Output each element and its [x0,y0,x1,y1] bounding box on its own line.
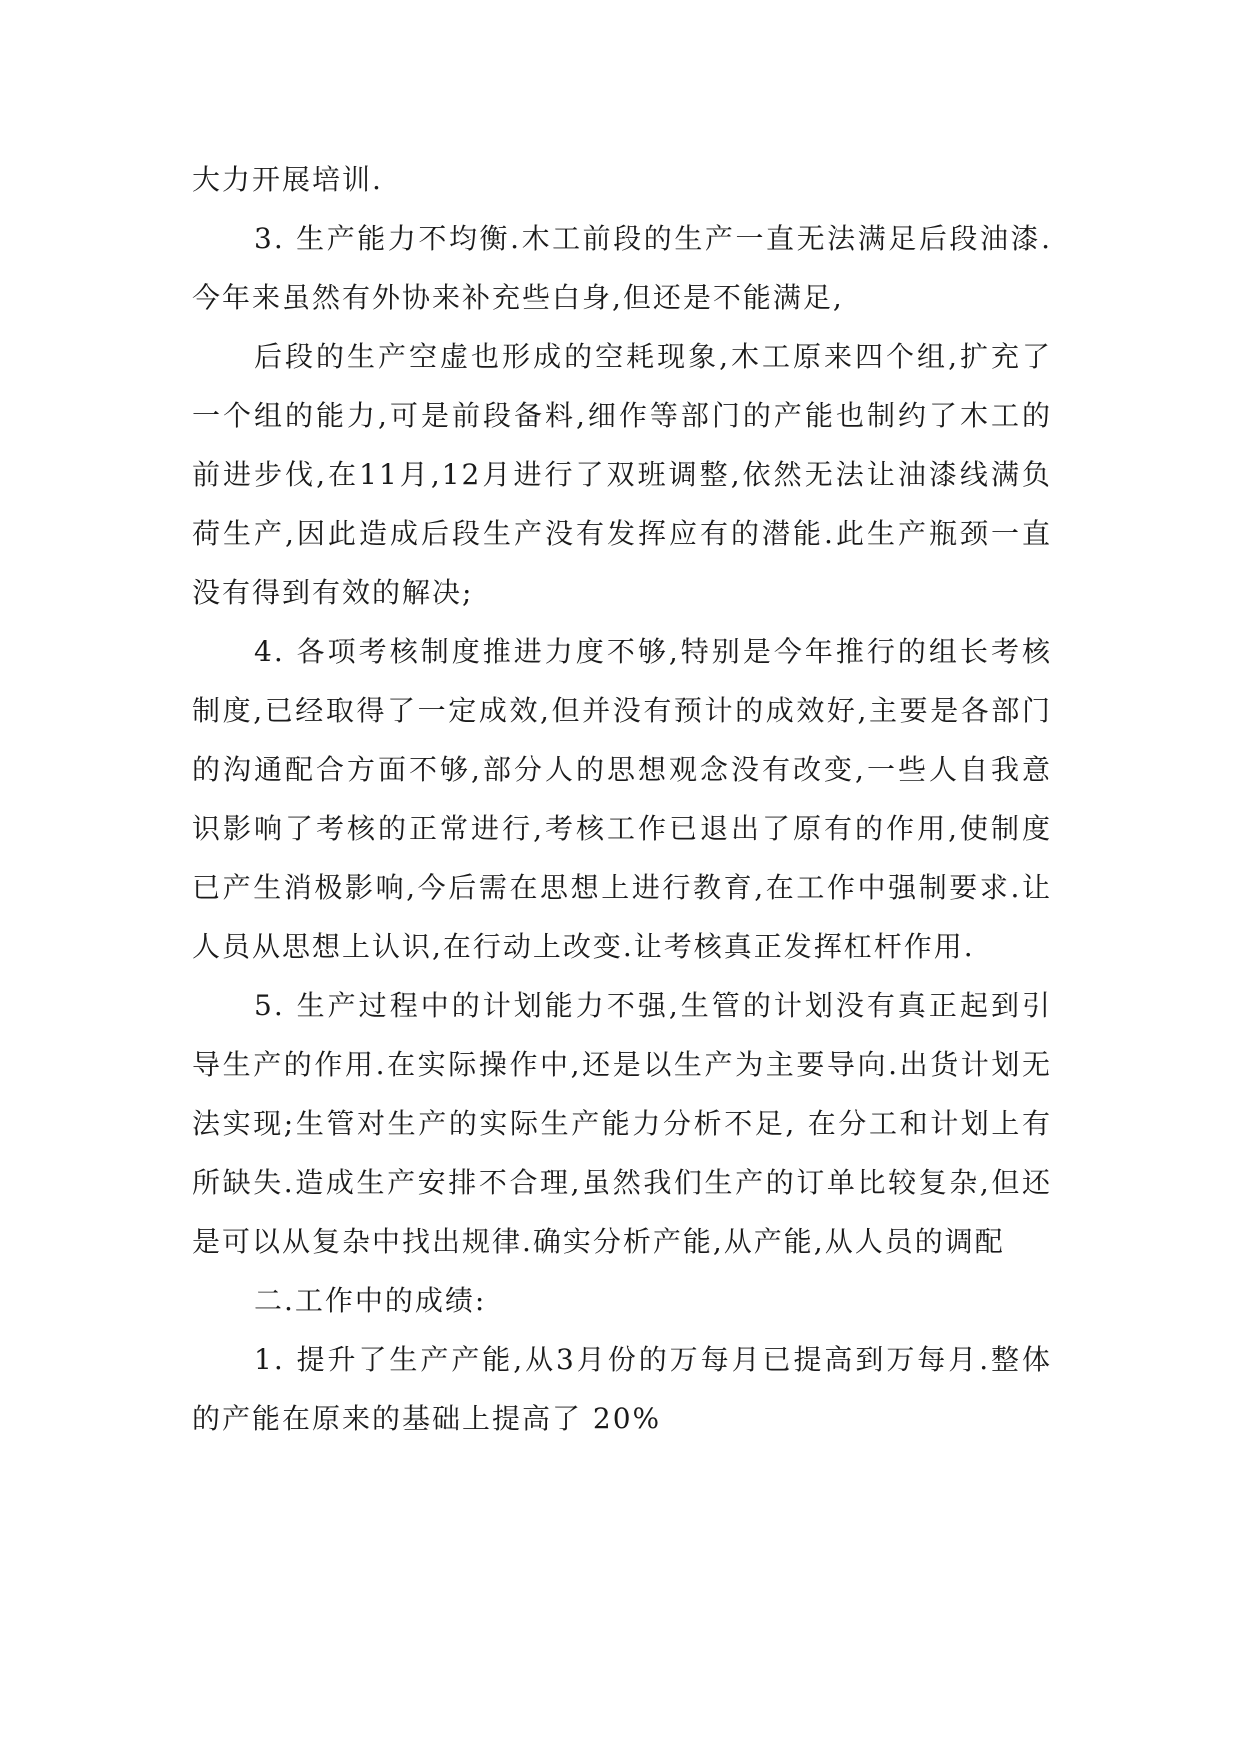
paragraph-item-3: 3. 生产能力不均衡.木工前段的生产一直无法满足后段油漆.今年来虽然有外协来补充些白身,但还是不能满足, [192,222,1052,314]
document-page [192,150,1052,1448]
paragraph-item-5: 5. 生产过程中的计划能力不强,生管的计划没有真正起到引导生产的作用.在实际操作中,还是以生产为主要导向.出货计划无法实现;生管对生产的实际生产能力分析不足, 在分工和计划上有所缺失.造成生产安排不合理,虽然我们生产的订单比较复杂,但还是可以从复杂中找出规律.确实分析产能,从产能,从人员的调配 [192,989,1052,1258]
paragraph-item-4: 4. 各项考核制度推进力度不够,特别是今年推行的组长考核制度,已经取得了一定成效,但并没有预计的成效好,主要是各部门的沟通配合方面不够,部分人的思想观念没有改变,一些人自我意识影响了考核的正常进行,考核工作已退出了原有的作用,使制度已产生消极影响,今后需在思想上进行教育,在工作中强制要求.让人员从思想上认识,在行动上改变.让考核真正发挥杠杆作用. [192,635,1052,963]
section-heading-achievements: 二.工作中的成绩: [254,1284,487,1317]
paragraph-item-3-continued: 后段的生产空虚也形成的空耗现象,木工原来四个组,扩充了一个组的能力,可是前段备料,细作等部门的产能也制约了木工的前进步伐,在11月,12月进行了双班调整,依然无法让油漆线满负荷生产,因此造成后段生产没有发挥应有的潜能.此生产瓶颈一直没有得到有效的解决; [192,340,1052,609]
paragraph-achievement-1: 1. 提升了生产产能,从3月份的万每月已提高到万每月.整体的产能在原来的基础上提高了 20% [192,1343,1052,1435]
paragraph-training: 大力开展培训. [192,163,383,196]
